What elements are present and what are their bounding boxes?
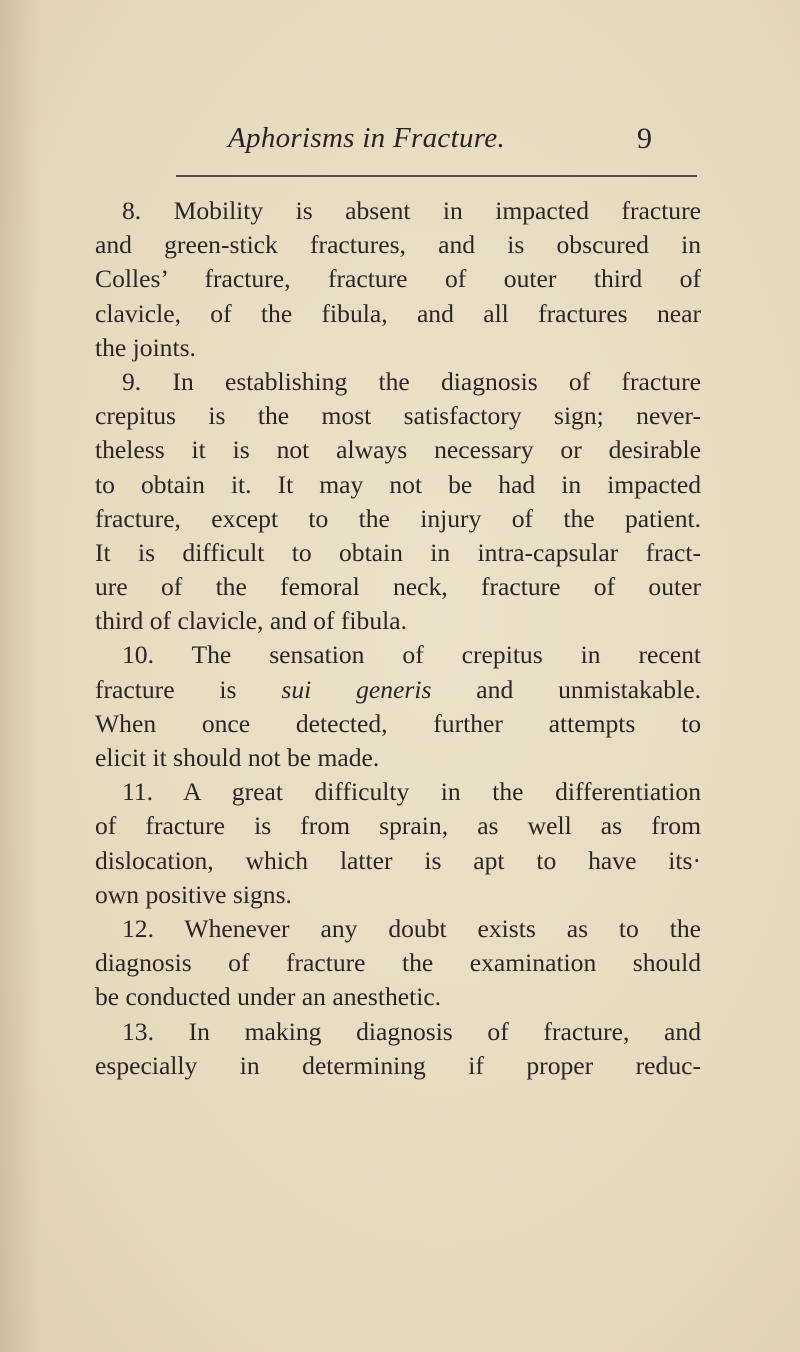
text-line: and green-stick fractures, and is obscured in <box>95 230 701 260</box>
text-line: the joints. <box>95 332 196 362</box>
text-line: When once detected, further attempts to <box>95 708 701 738</box>
text-line: dislocation, which latter is apt to have its· <box>95 845 701 875</box>
text-line: 11. A great difficulty in the differentiation <box>122 777 701 807</box>
body-text <box>95 194 701 1083</box>
text-line: 9. In establishing the diagnosis of fracture <box>122 366 701 396</box>
text-line: 8. Mobility is absent in impacted fracture <box>122 196 701 225</box>
text-line: crepitus is the most satisfactory sign; never- <box>95 401 701 431</box>
text-line: to obtain it. It may not be had in impacted <box>95 469 701 499</box>
text-line: 13. In making diagnosis of fracture, and <box>122 1016 701 1046</box>
running-title: Aphorisms in Fracture. <box>228 122 505 154</box>
text-line: 10. The sensation of crepitus in recent <box>122 640 701 670</box>
running-head <box>0 118 800 168</box>
text-line: theless it is not always necessary or desirable <box>95 435 701 465</box>
text-line: ure of the femoral neck, fracture of outer <box>95 572 701 602</box>
text-line: Colles’ fracture, fracture of outer third of <box>95 264 701 294</box>
text-line: be conducted under an anesthetic. <box>95 982 442 1012</box>
text-line: It is difficult to obtain in intra-capsular fract- <box>95 537 701 567</box>
header-rule <box>176 175 697 177</box>
text-line: 12. Whenever any doubt exists as to the <box>122 913 701 943</box>
italic-phrase: sui generis <box>281 674 432 704</box>
text-line: third of clavicle, and of fibula. <box>95 606 407 636</box>
text-line <box>95 673 701 707</box>
text-segment: and unmistakable. <box>431 674 701 704</box>
text-line: especially in determining if proper reduc- <box>95 1050 701 1080</box>
text-line: fracture, except to the injury of the patient. <box>95 503 701 533</box>
text-line: own positive signs. <box>95 879 292 909</box>
text-segment: fracture is <box>95 674 282 704</box>
text-line: diagnosis of fracture the examination should <box>95 948 701 978</box>
text-line: of fracture is from sprain, as well as from <box>95 811 701 841</box>
text-line: clavicle, of the fibula, and all fractures near <box>95 298 701 328</box>
text-line: elicit it should not be made. <box>95 743 380 772</box>
page-number: 9 <box>637 122 652 155</box>
